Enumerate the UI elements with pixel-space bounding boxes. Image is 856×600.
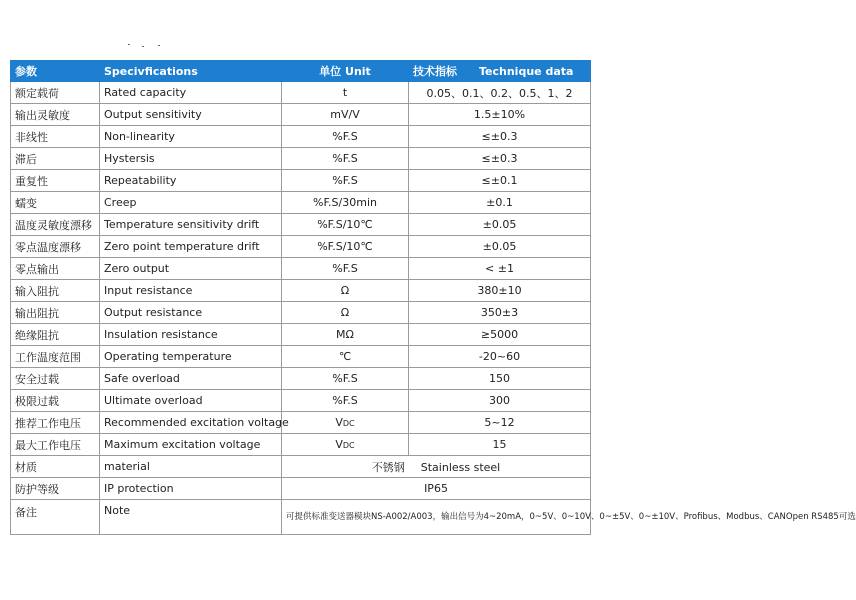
scan-specks bbox=[128, 44, 168, 48]
header-param: 参数 bbox=[11, 61, 100, 82]
param-cn: 绝缘阻抗 bbox=[11, 324, 100, 346]
param-cn: 零点输出 bbox=[11, 258, 100, 280]
param-en: Operating temperature bbox=[100, 346, 282, 368]
param-cn: 输出阻抗 bbox=[11, 302, 100, 324]
param-value: ≤±0.3 bbox=[409, 148, 591, 170]
param-unit: %F.S/30min bbox=[282, 192, 409, 214]
param-cn: 滞后 bbox=[11, 148, 100, 170]
param-en: Temperature sensitivity drift bbox=[100, 214, 282, 236]
param-cn: 额定载荷 bbox=[11, 82, 100, 104]
param-unit: %F.S bbox=[282, 258, 409, 280]
material-value-cn: 不锈钢 bbox=[371, 460, 405, 474]
param-unit: MΩ bbox=[282, 324, 409, 346]
param-value: < ±1 bbox=[409, 258, 591, 280]
table-row bbox=[11, 324, 591, 346]
param-unit: Ω bbox=[282, 280, 409, 302]
param-unit: %F.S bbox=[282, 390, 409, 412]
param-unit: Ω bbox=[282, 302, 409, 324]
note-en: Note bbox=[100, 500, 282, 535]
param-en: Creep bbox=[100, 192, 282, 214]
param-unit: %F.S/10℃ bbox=[282, 236, 409, 258]
param-cn: 最大工作电压 bbox=[11, 434, 100, 456]
param-cn: 工作温度范围 bbox=[11, 346, 100, 368]
param-cn: 极限过载 bbox=[11, 390, 100, 412]
material-row bbox=[11, 456, 591, 478]
param-unit: VDC bbox=[282, 434, 409, 456]
param-en: Hystersis bbox=[100, 148, 282, 170]
param-cn: 温度灵敏度漂移 bbox=[11, 214, 100, 236]
table-row bbox=[11, 170, 591, 192]
table-row bbox=[11, 214, 591, 236]
param-value: -20~60 bbox=[409, 346, 591, 368]
param-en: Output resistance bbox=[100, 302, 282, 324]
param-value: 1.5±10% bbox=[409, 104, 591, 126]
param-value: 300 bbox=[409, 390, 591, 412]
note-cn: 备注 bbox=[11, 500, 100, 535]
protection-cn: 防护等级 bbox=[11, 478, 100, 500]
param-cn: 输入阻抗 bbox=[11, 280, 100, 302]
header-specifications: Specivfications bbox=[100, 61, 282, 82]
param-unit: %F.S bbox=[282, 368, 409, 390]
param-unit: %F.S/10℃ bbox=[282, 214, 409, 236]
protection-row bbox=[11, 478, 591, 500]
param-cn: 输出灵敏度 bbox=[11, 104, 100, 126]
param-unit: t bbox=[282, 82, 409, 104]
param-value: ±0.05 bbox=[409, 236, 591, 258]
header-data-cn: 技术指标 bbox=[413, 65, 457, 78]
header-unit: 单位 Unit bbox=[282, 61, 409, 82]
table-row bbox=[11, 236, 591, 258]
table-row bbox=[11, 104, 591, 126]
header-data-en: Technique data bbox=[479, 65, 574, 78]
param-unit: ℃ bbox=[282, 346, 409, 368]
param-en: Maximum excitation voltage bbox=[100, 434, 282, 456]
table-row bbox=[11, 434, 591, 456]
param-en: Insulation resistance bbox=[100, 324, 282, 346]
param-en: Rated capacity bbox=[100, 82, 282, 104]
param-cn: 非线性 bbox=[11, 126, 100, 148]
param-value: 15 bbox=[409, 434, 591, 456]
note-value: 可提供标准变送器模块NS-A002/A003，输出信号为4~20mA，0~5V、0~10V、0~±5V、0~±10V、Profibus、Modbus、CANOpen RS485可选 bbox=[282, 500, 591, 535]
table-row bbox=[11, 192, 591, 214]
param-unit: %F.S bbox=[282, 170, 409, 192]
material-value bbox=[282, 456, 591, 478]
table-row bbox=[11, 82, 591, 104]
param-cn: 推荐工作电压 bbox=[11, 412, 100, 434]
param-unit: VDC bbox=[282, 412, 409, 434]
table-row bbox=[11, 302, 591, 324]
protection-value: IP65 bbox=[282, 478, 591, 500]
param-en: Recommended excitation voltage bbox=[100, 412, 282, 434]
table-row bbox=[11, 126, 591, 148]
table-row bbox=[11, 368, 591, 390]
param-cn: 零点温度漂移 bbox=[11, 236, 100, 258]
table-row bbox=[11, 390, 591, 412]
param-value: ±0.1 bbox=[409, 192, 591, 214]
table-row bbox=[11, 346, 591, 368]
param-value: ≤±0.3 bbox=[409, 126, 591, 148]
note-row bbox=[11, 500, 591, 535]
header-row bbox=[11, 61, 591, 82]
param-en: Non-linearity bbox=[100, 126, 282, 148]
param-en: Output sensitivity bbox=[100, 104, 282, 126]
table-row bbox=[11, 280, 591, 302]
param-value: 150 bbox=[409, 368, 591, 390]
param-en: Zero point temperature drift bbox=[100, 236, 282, 258]
param-cn: 重复性 bbox=[11, 170, 100, 192]
param-value: ≤±0.1 bbox=[409, 170, 591, 192]
param-value: 0.05、0.1、0.2、0.5、1、2 bbox=[409, 82, 591, 104]
param-cn: 安全过载 bbox=[11, 368, 100, 390]
table-row bbox=[11, 412, 591, 434]
param-unit: mV/V bbox=[282, 104, 409, 126]
material-value-en: Stainless steel bbox=[420, 460, 501, 474]
param-value: ≥5000 bbox=[409, 324, 591, 346]
material-cn: 材质 bbox=[11, 456, 100, 478]
param-value: ±0.05 bbox=[409, 214, 591, 236]
param-en: Zero output bbox=[100, 258, 282, 280]
param-en: Repeatability bbox=[100, 170, 282, 192]
param-en: Safe overload bbox=[100, 368, 282, 390]
header-technique-data bbox=[409, 61, 591, 82]
protection-en: IP protection bbox=[100, 478, 282, 500]
table-row bbox=[11, 148, 591, 170]
param-unit: %F.S bbox=[282, 148, 409, 170]
param-en: Input resistance bbox=[100, 280, 282, 302]
spec-table bbox=[10, 60, 856, 535]
param-unit: %F.S bbox=[282, 126, 409, 148]
param-value: 350±3 bbox=[409, 302, 591, 324]
param-cn: 蠕变 bbox=[11, 192, 100, 214]
table-row bbox=[11, 258, 591, 280]
param-en: Ultimate overload bbox=[100, 390, 282, 412]
param-value: 380±10 bbox=[409, 280, 591, 302]
material-en: material bbox=[100, 456, 282, 478]
param-value: 5~12 bbox=[409, 412, 591, 434]
